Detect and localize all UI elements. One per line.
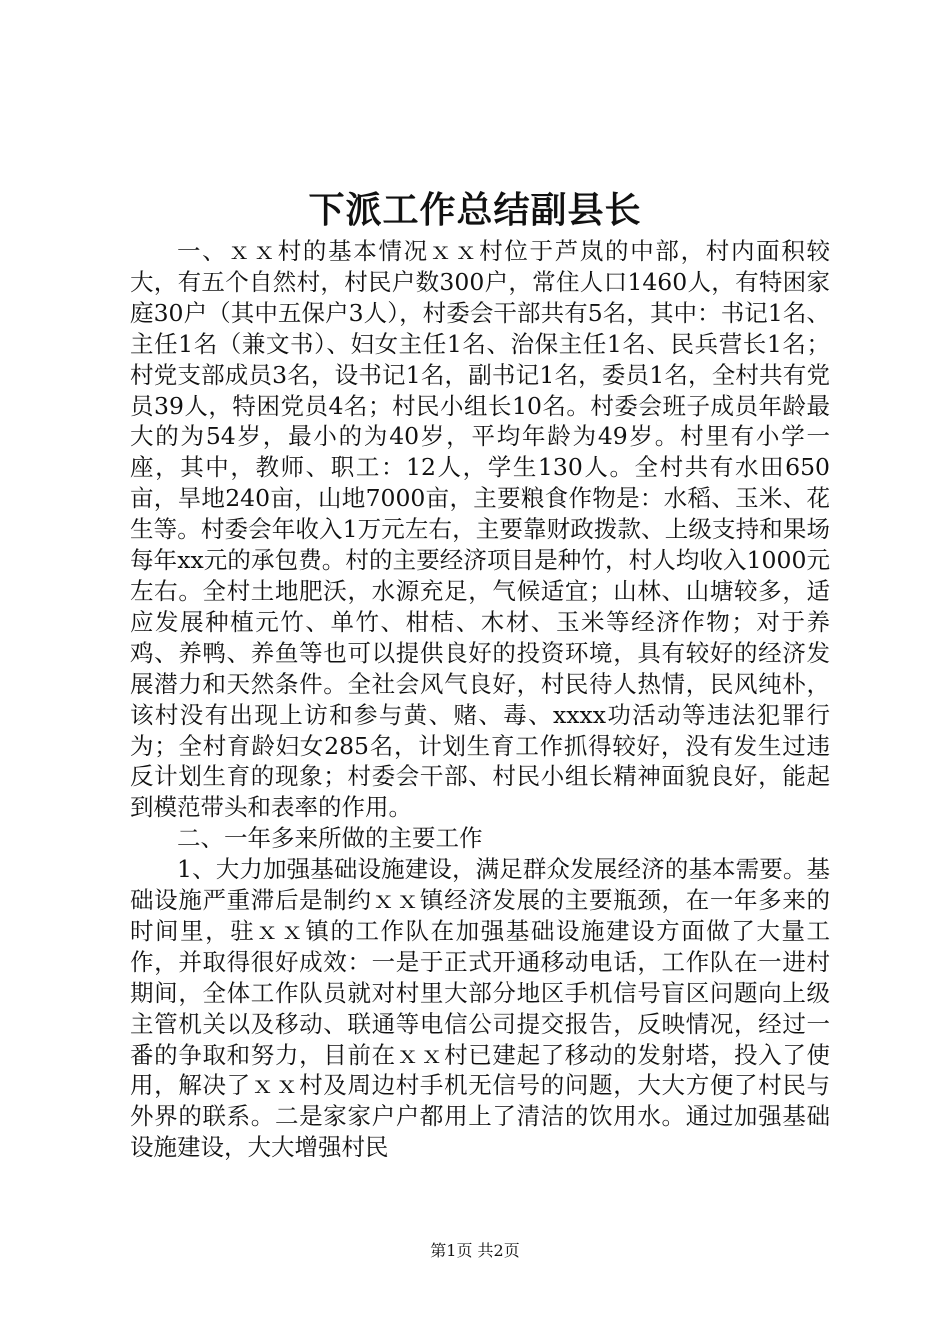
document-body — [130, 236, 830, 1163]
paragraph-infrastructure: 1、大力加强基础设施建设，满足群众发展经济的基本需要。基础设施严重滞后是制约ｘｘ镇经济发展的主要瓶颈，在一年多来的时间里，驻ｘｘ镇的工作队在加强基础设施建设方面做了大量工作，并取得很好成效：一是于正式开通移动电话，工作队在一进村期间，全体工作队员就对村里大部分地区手机信号盲区问题向上级主管机关以及移动、联通等电信公司提交报告，反映情况，经过一番的争取和努力，目前在ｘｘ村已建起了移动的发射塔，投入了使用，解决了ｘｘ村及周边村手机无信号的问题，大大方便了村民与外界的联系。二是家家户户都用上了清洁的饮用水。通过加强基础设施建设，大大增强村民 — [130, 855, 830, 1162]
page-number-footer: 第1页 共2页 — [430, 1241, 520, 1260]
paragraph-basic-situation: 一、ｘｘ村的基本情况ｘｘ村位于芦岚的中部，村内面积较大，有五个自然村，村民户数300户，常住人口1460人，有特困家庭30户（其中五保户3人），村委会干部共有5名，其中：书记1名、主任1名（兼文书）、妇女主任1名、治保主任1名、民兵营长1名；村党支部成员3名，设书记1名，副书记1名，委员1名，全村共有党员39人，特困党员4名；村民小组长10名。村委会班子成员年龄最大的为54岁，最小的为40岁，平均年龄为49岁。村里有小学一座，其中，教师、职工：12人，学生130人。全村共有水田650亩，旱地240亩，山地7000亩，主要粮食作物是：水稻、玉米、花生等。村委会年收入1万元左右，主要靠财政拨款、上级支持和果场每年xx元的承包费。村的主要经济项目是种竹，村人均收入1000元左右。全村土地肥沃，水源充足，气候适宜；山林、山塘较多，适应发展种植元竹、单竹、柑桔、木材、玉米等经济作物；对于养鸡、养鸭、养鱼等也可以提供良好的投资环境，具有较好的经济发展潜力和天然条件。全社会风气良好，村民待人热情，民风纯朴，该村没有出现上访和参与黄、赌、毒、xxxx功活动等违法犯罪行为；全村育龄妇女285名，计划生育工作抓得较好，没有发生过违反计划生育的现象；村委会干部、村民小组长精神面貌良好，能起到模范带头和表率的作用。 — [130, 237, 830, 822]
paragraph-section-heading: 二、一年多来所做的主要工作 — [177, 824, 483, 853]
document-title: 下派工作总结副县长 — [308, 189, 642, 231]
